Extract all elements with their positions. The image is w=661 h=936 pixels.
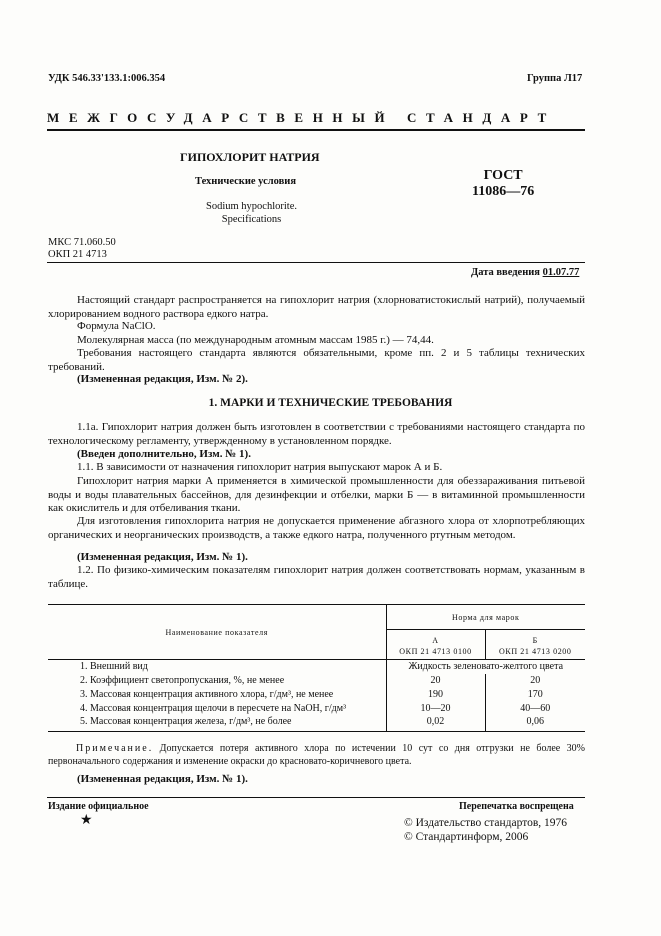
row-name: 3. Массовая концентрация активного хлора, г/дм³, не менее <box>48 688 386 702</box>
copyright <box>404 817 567 844</box>
effective-date <box>471 267 579 278</box>
udk-code: УДК 546.33'133.1:006.354 <box>48 73 166 84</box>
note-text: Допускается потеря активного хлора по истечении 10 сут со дня отгрузки не более 30% первоначального содержания и изменение окраски до красновато-коричневого цвета. <box>48 743 585 767</box>
reprint-prohibited: Перепечатка воспрещена <box>459 801 574 812</box>
row-name: 4. Массовая концентрация щелочи в пересчете на NaOH, г/дм³ <box>48 702 386 716</box>
star-icon: ★ <box>80 813 93 828</box>
mks-code: МКС 71.060.50 <box>48 237 116 248</box>
group-code: Группа Л17 <box>527 73 583 84</box>
column-header-grade-b <box>485 630 585 660</box>
gost-code: 11086—76 <box>472 184 535 199</box>
row-value-b: 0,06 <box>485 716 585 732</box>
column-header-name: Наименование показателя <box>48 605 386 660</box>
requirements-table <box>48 604 585 732</box>
table-note <box>48 742 585 768</box>
note-edit: (Измененная редакция, Изм. № 1). <box>77 773 248 785</box>
column-header-grade-a <box>386 630 485 660</box>
clause-1-1a: 1.1а. Гипохлорит натрия должен быть изготовлен в соответствии с требованиями настоящего стандарта по технологическому регламенту, утвержденному в установленном порядке. <box>48 421 585 447</box>
row-value-a: 190 <box>386 688 485 702</box>
row-value-b: 20 <box>530 675 541 686</box>
row-name: 5. Массовая концентрация железа, г/дм³, не более <box>48 716 386 732</box>
grade-a-label: А <box>432 636 439 645</box>
table-row <box>48 702 585 716</box>
english-title <box>206 200 297 226</box>
classification-codes <box>48 237 116 261</box>
clause-1-1-grades: Гипохлорит натрия марки А применяется в химической промышленности для обеззараживания питьевой воды и воды плавательных бассейнов, для дезинфекции и отбелки, марки Б — в витаминной промышленности как окислитель и для отбеливания ткани. <box>48 475 585 514</box>
row-merged-value: Жидкость зеленовато-желтого цвета <box>408 661 564 673</box>
table-row <box>48 716 585 732</box>
row-value-a: 20 <box>386 674 485 688</box>
clause-1-1: 1.1. В зависимости от назначения гипохлорит натрия выпускают марок А и Б. <box>77 461 443 473</box>
row-value-a: 0,02 <box>386 716 485 732</box>
column-header-norm: Норма для марок <box>386 605 585 630</box>
intro-edit-note: (Измененная редакция, Изм. № 2). <box>77 373 248 385</box>
clause-1-1-restrictions: Для изготовления гипохлорита натрия не допускается применение абгазного хлора от хлорпотребляющих органических и неорганических производств, а также едкого натра, полученного ртутным методом. <box>48 515 585 541</box>
row-value-a: 10—20 <box>386 702 485 716</box>
effective-date-value: 01.07.77 <box>542 267 580 278</box>
table-row <box>48 688 585 702</box>
gost-number <box>472 168 534 200</box>
row-name: 2. Коэффициент светопропускания, %, не менее <box>48 674 386 688</box>
intro-molecular-mass: Молекулярная масса (по международным атомным массам 1985 г.) — 74,44. <box>77 334 434 346</box>
table-row <box>48 674 585 688</box>
document-subtitle: Технические условия <box>195 176 297 187</box>
intro-paragraph-1: Настоящий стандарт распространяется на гипохлорит натрия (хлорноватистокислый натрий), получаемый хлорированием водного раствора едкого натра. <box>48 294 585 320</box>
grade-a-code: ОКП 21 4713 0100 <box>399 647 472 656</box>
footer-rule <box>47 797 585 798</box>
clause-1-1a-note: (Введен дополнительно, Изм. № 1). <box>77 448 251 460</box>
grade-b-label: Б <box>532 636 538 645</box>
clause-1-2: 1.2. По физико-химическим показателям гипохлорит натрия должен соответствовать нормам, указанным в таблице. <box>48 564 585 590</box>
row-value-b: 40—60 <box>520 703 551 714</box>
grade-b-code: ОКП 21 4713 0200 <box>499 647 572 656</box>
clause-1-1-edit-note: (Измененная редакция, Изм. № 1). <box>77 551 248 563</box>
okp-code: ОКП 21 4713 <box>48 249 107 260</box>
standard-banner: МЕЖГОСУДАРСТВЕННЫЙ СТАНДАРТ <box>47 110 556 125</box>
official-edition: Издание официальное <box>48 801 149 812</box>
codes-rule <box>47 262 585 263</box>
copyright-line-2: © Стандартинформ, 2006 <box>404 830 529 843</box>
english-title-line-2: Specifications <box>221 214 282 225</box>
effective-date-label: Дата введения <box>471 267 540 278</box>
row-name: 1. Внешний вид <box>48 660 386 674</box>
row-value-b: 170 <box>527 689 543 700</box>
banner-rule <box>47 129 585 131</box>
table-row <box>48 660 585 674</box>
section-1-heading: 1. МАРКИ И ТЕХНИЧЕСКИЕ ТРЕБОВАНИЯ <box>208 397 453 409</box>
english-title-line-1: Sodium hypochlorite. <box>206 201 297 212</box>
intro-mandatory: Требования настоящего стандарта являются обязательными, кроме пп. 2 и 5 таблицы технических требований. <box>48 347 585 373</box>
document-title: ГИПОХЛОРИТ НАТРИЯ <box>180 150 320 164</box>
note-label: Примечание. <box>76 743 154 754</box>
gost-label: ГОСТ <box>483 168 523 183</box>
copyright-line-1: © Издательство стандартов, 1976 <box>404 817 568 829</box>
intro-formula: Формула NaClO. <box>77 320 156 332</box>
